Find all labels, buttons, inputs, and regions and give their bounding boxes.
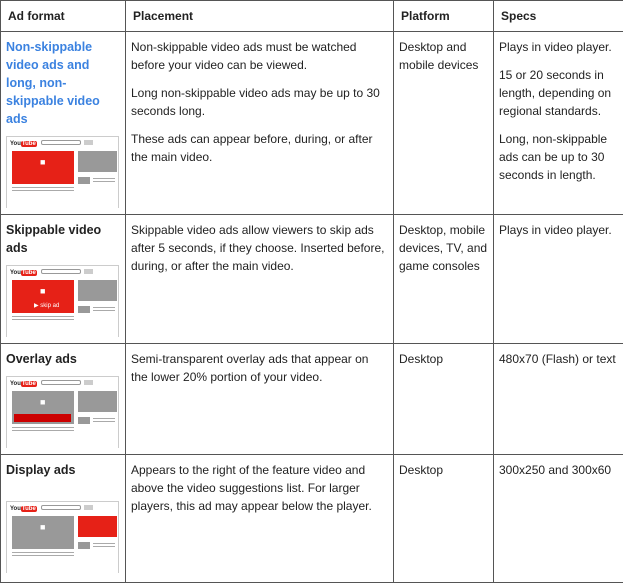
specs-cell: 480x70 (Flash) or text (494, 344, 623, 455)
search-box (41, 269, 81, 274)
placement-text: Non-skippable video ads must be watched before your video can be viewed. (131, 38, 388, 74)
header-ad-format: Ad format (1, 1, 126, 32)
table-row (1, 455, 623, 583)
search-button (84, 505, 93, 510)
non-skippable-link[interactable]: Non-skippable video ads and long, non-skippable video ads (6, 38, 120, 128)
search-box (41, 380, 81, 385)
specs-cell (494, 32, 623, 215)
suggestion-thumb (78, 542, 90, 549)
format-cell (1, 215, 126, 344)
placement-text: Long non-skippable video ads may be up to 30 seconds long. (131, 84, 388, 120)
specs-text: Plays in video player. (499, 38, 618, 56)
format-label: Display ads (6, 461, 120, 479)
placement-cell: Semi-transparent overlay ads that appear on the lower 20% portion of your video. (126, 344, 394, 455)
skippable-illustration (6, 265, 119, 337)
camera-icon: ■ (40, 522, 45, 532)
placement-cell: Appears to the right of the feature video and above the video suggestions list. For larger players, this ad may appear below the player. (126, 455, 394, 583)
youtube-logo: YouTube (10, 380, 37, 388)
display-illustration (6, 501, 119, 573)
video-player (12, 151, 74, 184)
placement-cell: Skippable video ads allow viewers to skip ads after 5 seconds, if they choose. Inserted before, during, or after the main video. (126, 215, 394, 344)
title-lines (12, 427, 74, 431)
camera-icon: ■ (40, 286, 45, 296)
header-specs: Specs (494, 1, 623, 32)
search-button (84, 380, 93, 385)
format-cell (1, 32, 126, 215)
torn-edge (7, 206, 118, 214)
torn-edge (7, 335, 118, 343)
title-lines (12, 187, 74, 191)
overlay-illustration (6, 376, 119, 448)
specs-cell: Plays in video player. (494, 215, 623, 344)
table-row (1, 344, 623, 455)
table-row (1, 32, 623, 215)
search-box (41, 505, 81, 510)
specs-cell: 300x250 and 300x60 (494, 455, 623, 583)
torn-edge (7, 571, 118, 579)
header-placement: Placement (126, 1, 394, 32)
specs-text: Long, non-skippable ads can be up to 30 seconds in length. (499, 130, 618, 184)
format-cell (1, 455, 126, 583)
format-label: Skippable video ads (6, 221, 120, 257)
search-box (41, 140, 81, 145)
video-player (12, 516, 74, 549)
header-platform: Platform (394, 1, 494, 32)
title-lines (12, 552, 74, 556)
suggestion-lines (93, 418, 115, 422)
platform-cell: Desktop, mobile devices, TV, and game consoles (394, 215, 494, 344)
suggestion-thumb (78, 417, 90, 424)
camera-icon: ■ (40, 157, 45, 167)
platform-cell: Desktop and mobile devices (394, 32, 494, 215)
header-row (1, 1, 623, 32)
platform-cell: Desktop (394, 455, 494, 583)
display-ad-box (78, 516, 117, 537)
placement-text: These ads can appear before, during, or after the main video. (131, 130, 388, 166)
camera-icon: ■ (40, 397, 45, 407)
specs-text: 15 or 20 seconds in length, depending on regional standards. (499, 66, 618, 120)
suggestion-lines (93, 178, 115, 182)
suggestion-lines (93, 543, 115, 547)
format-cell (1, 344, 126, 455)
youtube-logo: YouTube (10, 269, 37, 277)
video-player (12, 280, 74, 313)
suggestion-lines (93, 307, 115, 311)
suggestion-thumb (78, 177, 90, 184)
youtube-logo: YouTube (10, 140, 37, 148)
table-row (1, 215, 623, 344)
sidebar-block (78, 151, 117, 172)
youtube-logo: YouTube (10, 505, 37, 513)
platform-cell: Desktop (394, 344, 494, 455)
overlay-ad-box (14, 414, 71, 422)
sidebar-block (78, 391, 117, 412)
non-skippable-illustration (6, 136, 119, 208)
placement-cell (126, 32, 394, 215)
search-button (84, 140, 93, 145)
title-lines (12, 316, 74, 320)
skip-ad-label: ▶ skip ad (34, 302, 59, 310)
suggestion-thumb (78, 306, 90, 313)
format-label: Overlay ads (6, 350, 120, 368)
sidebar-block (78, 280, 117, 301)
search-button (84, 269, 93, 274)
